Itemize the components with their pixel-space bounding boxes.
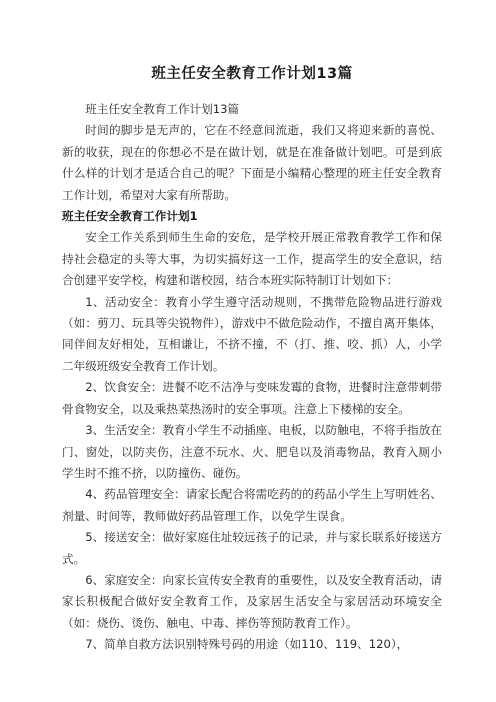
paragraph-life-safety: 3、生活安全：教育小学生不动插座、电板，以防触电，不将手指放在门、窗处，以防夹伤，注意不玩水、火、肥皂以及消毒物品，教育入厕小学生时不推不挤，以防撞伤、碰伤。	[62, 423, 442, 480]
paragraph-diet-safety: 2、饮食安全：进餐不吃不洁净与变味发霉的食物，进餐时注意带刺带骨食物安全，以及乘热菜热汤时的安全事项。注意上下楼梯的安全。	[62, 380, 442, 416]
paragraph-activity-safety: 1、活动安全：教育小学生遵守活动规则，不携带危险物品进行游戏（如：剪刀、玩具等尖锐物件），游戏中不做危险动作，不擅自离开集体，同伴间友好相处，互相谦让，不挤不撞，不（打、推、咬、抓）人，小学二年级班级安全教育工作计划。	[62, 294, 442, 373]
intro-paragraph: 时间的脚步是无声的，它在不经意间流逝，我们又将迎来新的喜悦、新的收获，现在的你想必不是在做计划，就是在准备做计划吧。可是到底什么样的计划才是适合自己的呢？下面是小编精心整理的班主任安全教育工作计划，希望对大家有所帮助。	[62, 123, 442, 202]
intro-title: 班主任安全教育工作计划13篇	[85, 102, 240, 116]
paragraph-self-rescue: 7、简单自救方法识别特殊号码的用途（如110、119、120），	[85, 637, 409, 652]
paragraph-medicine-safety: 4、药品管理安全：请家长配合将需吃药的的药品小学生上写明姓名、剂量、时间等，教师做好药品管理工作，以免学生误食。	[62, 487, 442, 523]
paragraph-opening: 安全工作关系到师生生命的安危，是学校开展正常教育教学工作和保持社会稳定的头等大事，为切实搞好这一工作，提高学生的安全意识，结合创建平安学校，构建和谐校园，结合本班实际特制订计划如下：	[62, 230, 442, 288]
section-heading: 班主任安全教育工作计划1	[62, 209, 198, 224]
paragraph-home-safety: 6、家庭安全：向家长宣传安全教育的重要性，以及安全教育活动，请家长积极配合做好安全教育工作，及家居生活安全与家居活动环境安全（如：烧伤、烫伤、触电、中毒、摔伤等预防教育工作）。	[62, 572, 442, 630]
paragraph-pickup-safety: 5、接送安全：做好家庭住址较远孩子的记录，并与家长联系好接送方式。	[62, 530, 442, 566]
document-title: 班主任安全教育工作计划13篇	[151, 66, 353, 82]
